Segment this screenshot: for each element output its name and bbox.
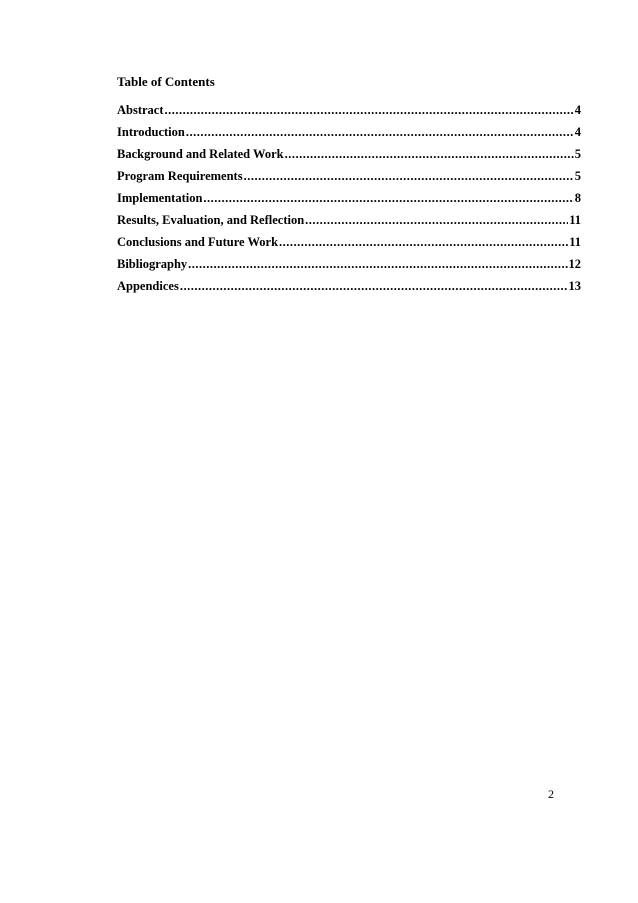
toc-entry-introduction[interactable] [117, 124, 581, 146]
toc-entry-label: Implementation [117, 191, 203, 205]
toc-list [117, 102, 581, 300]
toc-entry-page: 4 [574, 103, 581, 117]
toc-entry-program-requirements[interactable] [117, 168, 581, 190]
toc-dot-leader [244, 168, 574, 184]
toc-entry-page: 5 [574, 169, 581, 183]
toc-dot-leader [285, 146, 574, 162]
toc-entry-label: Program Requirements [117, 169, 243, 183]
toc-entry-label: Appendices [117, 279, 179, 293]
toc-entry-page: 11 [569, 213, 581, 227]
toc-entry-page: 5 [574, 147, 581, 161]
toc-entry-background[interactable] [117, 146, 581, 168]
toc-entry-page: 12 [568, 257, 581, 271]
toc-entry-abstract[interactable] [117, 102, 581, 124]
toc-entry-label: Introduction [117, 125, 185, 139]
toc-dot-leader [186, 124, 574, 140]
toc-entry-page: 8 [574, 191, 581, 205]
page-number: 2 [548, 787, 554, 801]
toc-title: Table of Contents [117, 74, 215, 89]
toc-dot-leader [165, 102, 574, 118]
toc-entry-page: 11 [569, 235, 581, 249]
toc-dot-leader [279, 234, 568, 250]
toc-entry-label: Results, Evaluation, and Reflection [117, 213, 305, 227]
toc-entry-page: 4 [574, 125, 581, 139]
toc-entry-page: 13 [568, 279, 581, 293]
toc-dot-leader [305, 212, 568, 228]
toc-entry-appendices[interactable] [117, 278, 581, 300]
toc-entry-label: Conclusions and Future Work [117, 235, 279, 249]
toc-entry-results[interactable] [117, 212, 581, 234]
toc-entry-implementation[interactable] [117, 190, 581, 212]
toc-dot-leader [188, 256, 567, 272]
toc-entry-label: Bibliography [117, 257, 188, 271]
toc-entry-label: Abstract [117, 103, 164, 117]
toc-entry-label: Background and Related Work [117, 147, 284, 161]
toc-dot-leader [180, 278, 568, 294]
toc-dot-leader [203, 190, 573, 206]
toc-entry-bibliography[interactable] [117, 256, 581, 278]
toc-entry-conclusions[interactable] [117, 234, 581, 256]
